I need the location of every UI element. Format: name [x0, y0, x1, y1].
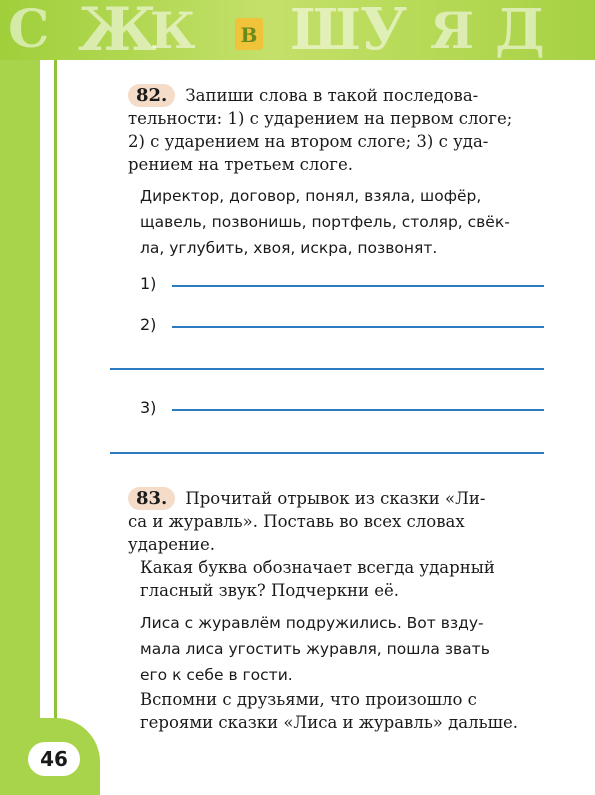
banner-letter-tile: В	[235, 18, 263, 50]
task-82-instruction	[128, 84, 548, 176]
answer-label-2: 2)	[140, 315, 157, 334]
instruction-line: Прочитай отрывок из сказки «Ли-	[185, 489, 486, 508]
left-margin-band	[40, 60, 54, 795]
excerpt-line: Лиса с журавлём подружились. Вот взду-	[140, 614, 484, 632]
question	[140, 556, 548, 602]
decor-letter: Ш	[290, 0, 362, 60]
word-line: щавель, позвонишь, портфель, столяр, свёк-	[140, 213, 510, 231]
task-82	[128, 84, 548, 176]
instruction-line: 2) с ударением на втором слоге; 3) с уда-	[128, 132, 489, 151]
question-line: Какая буква обозначает всегда ударный	[140, 558, 495, 577]
instruction-line: са и журавль». Поставь во всех словах	[128, 512, 465, 531]
left-margin-line	[54, 60, 57, 795]
question-line: гласный звук? Подчеркни её.	[140, 581, 400, 600]
word-line: Директор, договор, понял, взяла, шофёр,	[140, 187, 482, 205]
task-83-closing	[140, 688, 548, 734]
left-margin-strip	[0, 60, 40, 795]
task-82-words	[140, 183, 548, 261]
instruction-line: Запиши слова в такой последова-	[185, 86, 479, 105]
decor-letter: У	[360, 0, 408, 60]
decor-letter: С	[8, 0, 50, 60]
answer-line-3b[interactable]	[110, 452, 544, 454]
closing-instruction	[140, 688, 548, 734]
word-line: ла, углубить, хвоя, искра, позвонят.	[140, 239, 438, 257]
excerpt-line: его к себе в гости.	[140, 666, 293, 684]
excerpt-line: мала лиса угостить журавля, пошла звать	[140, 640, 490, 658]
instruction-line: рением на третьем слоге.	[128, 155, 353, 174]
answer-line-3[interactable]	[172, 409, 544, 411]
task-83-instruction	[128, 487, 548, 556]
instruction-line: тельности: 1) с ударением на первом слоге;	[128, 109, 513, 128]
decor-letter: Я	[430, 1, 475, 60]
answer-line-2[interactable]	[172, 326, 544, 328]
decor-letter: К	[150, 1, 196, 60]
closing-line: Вспомни с друзьями, что произошло с	[140, 690, 477, 709]
task-83-question	[140, 556, 548, 602]
header-banner	[0, 0, 595, 60]
task-83-number: 83.	[128, 487, 175, 510]
task-83-excerpt	[140, 610, 548, 688]
answer-label-3: 3)	[140, 398, 157, 417]
answer-line-2b[interactable]	[110, 368, 544, 370]
fairy-tale-excerpt	[140, 610, 548, 688]
answer-line-1[interactable]	[172, 285, 544, 287]
answer-label-1: 1)	[140, 274, 157, 293]
decor-letter: Ж	[78, 0, 157, 60]
page-number: 46	[28, 742, 80, 776]
instruction-line: ударение.	[128, 535, 216, 554]
decor-letter: Д	[495, 0, 545, 60]
task-82-number: 82.	[128, 84, 175, 107]
closing-line: героями сказки «Лиса и журавль» дальше.	[140, 713, 518, 732]
word-list	[140, 183, 548, 261]
task-83	[128, 487, 548, 556]
